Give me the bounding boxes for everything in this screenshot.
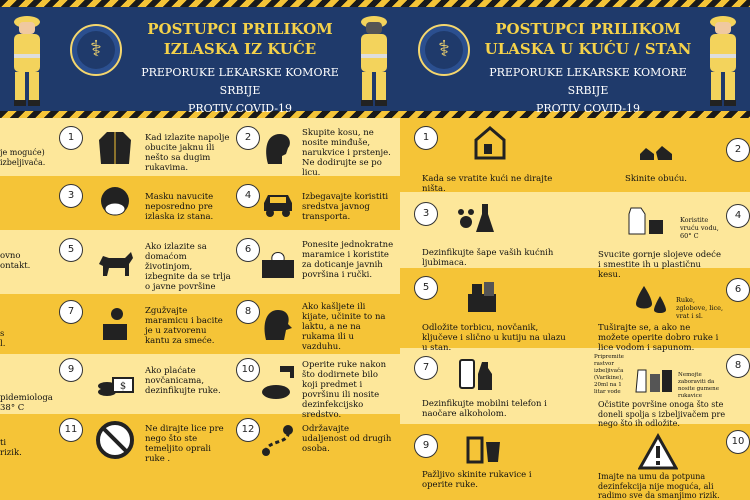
step-number: 3 — [414, 202, 438, 226]
left-subtitle-line-2: PROTIV COVID-19 — [187, 102, 293, 115]
firefighter-icon — [353, 10, 395, 108]
step-number: 4 — [726, 204, 750, 228]
tissue-box-icon — [258, 242, 298, 282]
step-number: 8 — [726, 354, 750, 378]
right-title — [478, 19, 698, 59]
cutoff-text: pidemiologa 38° C — [0, 393, 53, 413]
svg-text:$: $ — [119, 381, 127, 392]
route-icon — [258, 420, 298, 460]
step-number: 8 — [236, 300, 260, 324]
woman-head-icon — [258, 128, 298, 168]
drops-icon — [632, 280, 672, 320]
paw-flask-icon — [456, 198, 496, 238]
cutoff-text: s l. — [0, 329, 6, 349]
step-note: Ruke, zglobove, lice, vrat i sl. — [676, 296, 724, 320]
right-subtitle-line-2: PROTIV COVID-19 — [535, 102, 641, 115]
step-number: 6 — [236, 238, 260, 262]
step-note: Pripremite rastvor izbeljivača (Varikine), 20ml na 1 litar vode — [594, 354, 624, 395]
cutoff-text: ti rizik. — [0, 438, 22, 458]
step-text: Ne dirajte lice pre nego što ste temeljito oprali ruke . — [145, 424, 224, 464]
right-subtitle-line-1: PREPORUKE LEKARSKE KOMORE SRBIJE — [489, 66, 687, 97]
step-number: 10 — [236, 358, 260, 382]
no-touch-icon — [95, 420, 135, 460]
bin-gloves-icon — [464, 428, 504, 468]
shoes-icon — [636, 132, 676, 172]
firefighter-icon — [702, 10, 744, 108]
step-text: Skinite obuću. — [625, 174, 688, 184]
step-number: 5 — [414, 276, 438, 300]
trash-basket-icon — [95, 304, 135, 344]
hand-wash-icon — [258, 362, 298, 402]
right-title-line-1: POSTUPCI PRILIKOM — [495, 20, 681, 38]
step-text: Ponesite jednokratne maramice i koristite za doticanje javnih površina i ručki. — [302, 240, 394, 280]
step-text: Pažljivo skinite rukavice i operite ruke. — [422, 470, 532, 490]
warning-icon — [638, 432, 678, 472]
cutoff-text: je moguće) izbeljivača. — [0, 148, 46, 167]
step-number: 9 — [59, 358, 83, 382]
step-text: Kada se vratite kući ne dirajte ništa. — [422, 174, 553, 194]
jacket-icon — [95, 128, 135, 168]
step-number: 7 — [59, 300, 83, 324]
right-panel — [400, 118, 750, 500]
step-text: Ako kašljete ili kijate, učinite to na laktu, a ne na rukama ili u vazduhu. — [302, 302, 386, 352]
clothes-bag-icon — [625, 200, 665, 240]
step-number: 12 — [236, 418, 260, 442]
firefighter-icon — [6, 10, 48, 108]
step-text: Kad izlazite napolje obucite jaknu ili nešto sa dugim rukavima. — [145, 133, 230, 173]
step-text: Skupite kosu, ne nosite minđuše, narukvice i prstenje. Ne dodirujte se po licu. — [302, 128, 391, 178]
right-subtitle — [478, 64, 698, 118]
left-panel — [0, 118, 400, 500]
step-text: Imajte na umu da potpuna dezinfekcija nije moguća, ali radimo sve da smanjimo rizik. — [598, 472, 720, 500]
step-number: 1 — [59, 126, 83, 150]
left-subtitle — [130, 64, 350, 118]
left-subtitle-line-1: PREPORUKE LEKARSKE KOMORE SRBIJE — [141, 66, 339, 97]
cutoff-text: ovno ontakt. — [0, 251, 31, 271]
step-number: 5 — [59, 238, 83, 262]
step-text: Ako izlazite sa domaćom životinjom, izbegnite da se trlja o javne površine — [145, 242, 231, 292]
step-text: Odložite torbicu, novčanik, ključeve i slično u kutiju na ulazu u stan. — [422, 323, 566, 353]
step-number: 2 — [236, 126, 260, 150]
step-number: 1 — [414, 126, 438, 150]
house-hand-icon — [470, 122, 510, 162]
step-number: 10 — [726, 430, 750, 454]
left-title-line-1: POSTUPCI PRILIKOM — [147, 20, 333, 38]
mask-face-icon — [95, 183, 135, 223]
step-number: 7 — [414, 356, 438, 380]
step-number: 9 — [414, 434, 438, 458]
step-text: Dezinfikujte šape vaših kućnih ljubimaca. — [422, 248, 554, 268]
phone-spray-icon — [456, 354, 496, 394]
medical-chamber-logo — [418, 24, 470, 76]
step-number: 11 — [59, 418, 83, 442]
step-text: Održavajte udaljenost od drugih osoba. — [302, 424, 392, 454]
step-text: Ako plaćate novčanicama, dezinfikujte ruke. — [145, 366, 221, 396]
step-note: Nemojte zaboraviti da nosite gumene rukavice — [678, 372, 719, 399]
hazard-stripe-top — [0, 0, 750, 7]
bleach-bags-icon — [634, 356, 674, 396]
dog-icon — [95, 242, 135, 282]
step-text: Dezinfikujte mobilni telefon i naočare alkoholom. — [422, 399, 547, 419]
step-text: Očistite površine onoga što ste doneli spolja s izbeljivačem pre nego što ih odložite. — [598, 400, 726, 428]
step-note: Koristite vruću vodu, 60° C — [680, 216, 719, 240]
car-icon — [258, 183, 298, 223]
cash-icon — [95, 362, 135, 402]
step-text: Svucite gornje slojeve odeće i smestite ih u plastičnu kesu. — [598, 250, 721, 280]
step-number: 3 — [59, 184, 83, 208]
left-title — [130, 19, 350, 59]
step-text: Izbegavajte koristiti sredstva javnog transporta. — [302, 192, 389, 222]
step-text: Masku navucite neposredno pre izlaska iz stana. — [145, 192, 214, 222]
step-number: 6 — [726, 278, 750, 302]
box-items-icon — [462, 276, 502, 316]
medical-chamber-logo — [70, 24, 122, 76]
step-text: Zgužvajte maramicu i bacite je u zatvorenu kantu za smeće. — [145, 306, 223, 346]
right-title-line-2: ULASKA U KUĆU / STAN — [484, 40, 692, 58]
sneeze-icon — [258, 304, 298, 344]
step-number: 4 — [236, 184, 260, 208]
step-text: Tuširajte se, a ako ne možete operite dobro ruke i lice vodom i sapunom. — [598, 323, 719, 353]
left-title-line-2: IZLASKA IZ KUĆE — [163, 40, 317, 58]
step-number: 2 — [726, 138, 750, 162]
header-banner — [0, 0, 750, 118]
step-text: Operite ruke nakon što dodirnete bilo koji predmet i površinu ili nosite dezinfekcijsko sredstvo. — [302, 360, 387, 420]
